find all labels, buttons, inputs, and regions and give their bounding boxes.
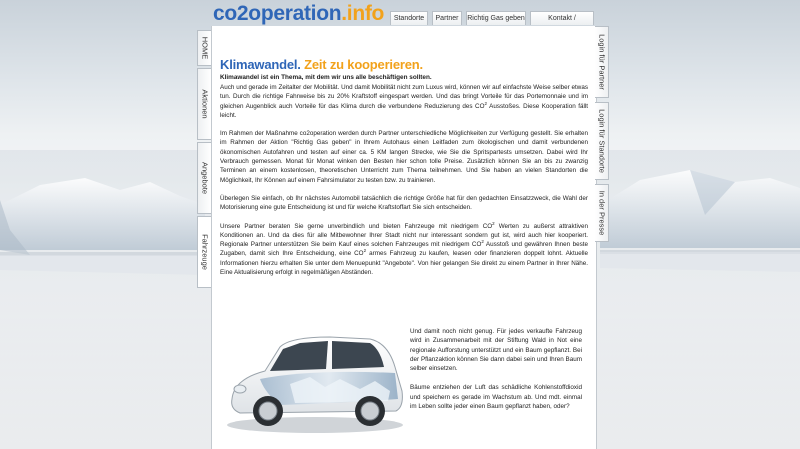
content-panel: [211, 26, 597, 449]
paragraph-4: Unsere Partner beraten Sie gerne unverbindlich und bieten Fahrzeuge mit niedrigem $CO^2$ Werten zu außerst attraktiven Konditionen an. Und da dies für alle Mitbewohner Ihrer Stadt nicht nur interessant sondern gut ist, wird auch hier kooperiert. Regionale Partner unterstützen Sie beim Kauf eines solchen Fahrzeuges mit niedrigem $CO^2$ Ausstoß und gewähren Ihnen beste Zugaben, damit sich Ihre Entscheidung, eine $CO^2$ armes Fahrzeug zu kaufen, leasen oder finanzieren doppelt lohnt. Aktuelle Informationen hierzu erhalten Sie unter dem Menuepunkt "Angebote". Von hier gelangen Sie direkt zu einem Partner in Ihrer Nähe. Eine Aktualisierung erfolgt in regelmäßigen Abständen.: [220, 220, 589, 277]
tab-in-der-presse[interactable]: In der Presse: [595, 184, 609, 242]
tab-login-standorte[interactable]: Login für Standorte: [595, 102, 609, 180]
tab-login-partner[interactable]: Login für Partner: [595, 26, 609, 98]
top-navigation: [390, 11, 598, 26]
tab-aktionen[interactable]: Aktionen: [197, 68, 211, 140]
nav-standorte[interactable]: Standorte: [390, 11, 428, 25]
nav-partner[interactable]: Partner: [432, 11, 462, 25]
paragraph-2: Im Rahmen der Maßnahme co2operation werden durch Partner unterschiedliche Möglichkeiten zur Verfügung gestellt. Sie erhalten im Rahmen der Aktion "Richtig Gas geben" in Ihrem Autohaus einen Leitfaden zum ökologischen und damit verbundenen ökonomischen Autofahren und testen auf einer ca. 5 KM langen Strecke, wie Sie die Spritspartests umsetzen. Dabei wird Ihr Verbrauch gemessen. Monat für Monat winken den Besten hier schon tolle Preise. Zusätzlich können Sie an bis zu zwanzig Terminen an einem kostenlosen, theoretischen Unterricht zum Thema teilnehmen. Und Sie haben an vielen Standorten die Möglichkeit, Ihr Können auf einem Fahrsimulator zu testen bzw. zu trainieren.: [220, 130, 588, 184]
page-title: Klimawandel. Zeit zu kooperieren.: [220, 57, 423, 72]
side-paragraph-2: Bäume entziehen der Luft das schädliche Kohlenstoffdioxid und speichern es gerade im Wachstum ab. Und mdt. einmal im Leben sollte jeder einen Baum gepflanzt haben, oder?: [410, 384, 582, 411]
logo-tld: .info: [341, 2, 385, 25]
page-subheading: Klimawandel ist ein Thema, mit dem wir uns alle beschäftigen sollten.: [220, 74, 432, 81]
tab-angebote[interactable]: Angebote: [197, 142, 211, 214]
nav-richtig-gas-geben[interactable]: Richtig Gas geben: [466, 11, 526, 25]
side-paragraph-1: Und damit noch nicht genug. Für jedes verkaufte Fahrzeug wird in Zusammenarbeit mit der Stiftung Wald in Not eine regionale Aufforstung unterstützt und ein Baum gepflanzt. Bei der Pflanzaktion können Sie dann dabei sein und Ihren Baum selber einsetzen.: [410, 328, 582, 373]
tab-home[interactable]: HOME: [197, 30, 211, 66]
article-body: [220, 83, 588, 286]
car-image: [220, 329, 410, 439]
paragraph-1: Auch und gerade im Zeitalter der Mobilität. Und damit Mobilität nicht zum Luxus wird, können wir auf einfachste Weise selber etwas tun. Durch die richtige Fahrweise bis zu 20% Kraftstoff eingespart werden. Und das bringt Vorteile für das Portemonnaie und im gleichen Augenblick auch Vorteile für das Klima durch die verbundene Reduzierung des $CO^2$ Ausstoßes. Diese Kooperation fällt leicht.: [220, 84, 588, 119]
logo-text: co2operation: [213, 2, 342, 25]
nav-kontakt-impressum[interactable]: Kontakt /: [530, 11, 594, 25]
article-sidebar-text: [410, 327, 582, 421]
paragraph-3: Überlegen Sie einfach, ob Ihr nächstes Automobil tatsächlich die richtige Größe hat für den gedachten Einsatzzweck, die Wahl der Motorisierung eine gute Entscheidung ist und für welche Kraftstoffart Sie sich entscheiden.: [220, 194, 588, 212]
tab-fahrzeuge[interactable]: Fahrzeuge: [197, 216, 211, 288]
